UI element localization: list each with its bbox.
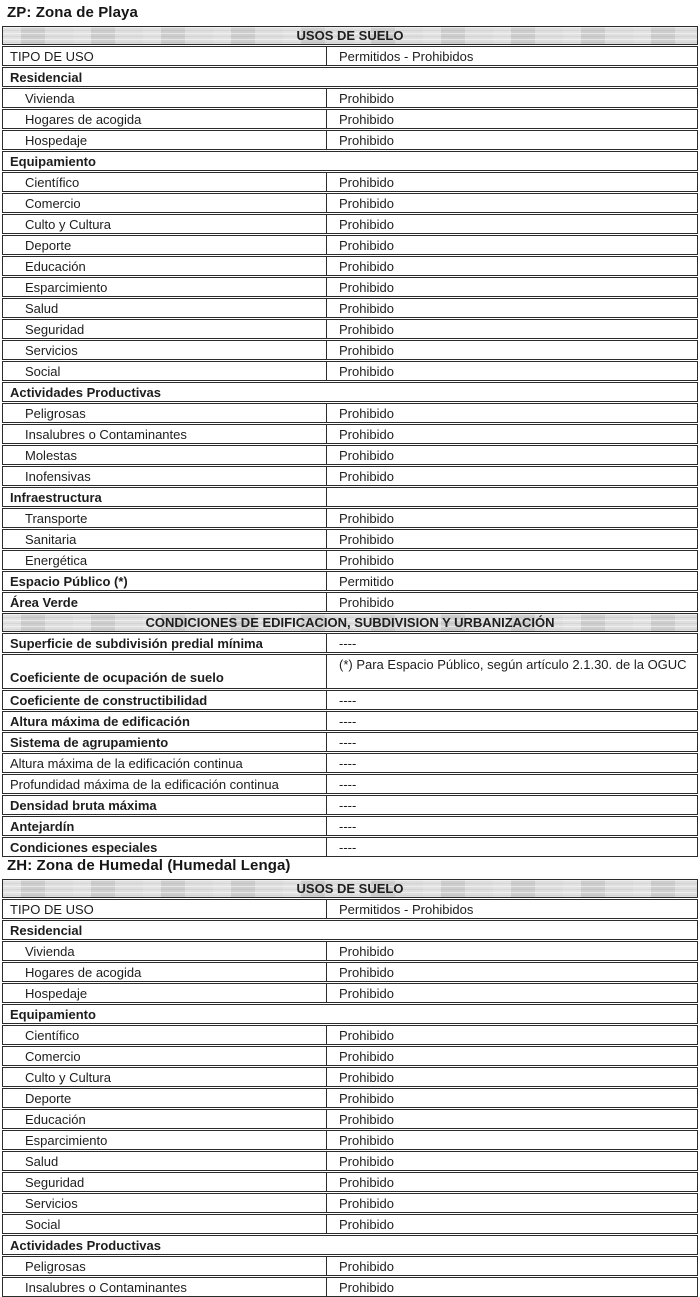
table-section-row [2, 151, 698, 171]
zone-section [2, 858, 698, 1297]
land-use-table [2, 613, 698, 857]
table-row [2, 633, 698, 653]
table-row [2, 550, 698, 570]
row-value: Prohibido [326, 593, 697, 611]
row-label: Social [25, 1217, 61, 1232]
table-header-bar: CONDICIONES DE EDIFICACION, SUBDIVISION Y URBANIZACIÓN [2, 613, 698, 632]
table-row [2, 193, 698, 213]
table-row [2, 795, 698, 815]
table-row [2, 1109, 698, 1129]
row-label: Hogares de acogida [25, 112, 142, 127]
table-row [2, 816, 698, 836]
table-row [2, 298, 698, 318]
row-value: Prohibido [326, 299, 697, 317]
row-value: Prohibido [326, 1068, 697, 1086]
row-label: Altura máxima de edificación [10, 714, 190, 729]
row-label: Seguridad [25, 1175, 85, 1190]
row-value: Prohibido [326, 1110, 697, 1128]
row-value: Prohibido [326, 1173, 697, 1191]
row-label: Vivienda [25, 91, 75, 106]
row-label: Esparcimiento [25, 1133, 108, 1148]
row-label: Insalubres o Contaminantes [25, 427, 187, 442]
row-label: Residencial [10, 923, 83, 938]
row-label: Área Verde [10, 595, 78, 610]
row-label: Comercio [25, 196, 81, 211]
row-value: ---- [326, 634, 697, 652]
table-row [2, 88, 698, 108]
row-label: Hospedaje [25, 133, 88, 148]
table-section-row [2, 1004, 698, 1024]
row-label: TIPO DE USO [10, 902, 94, 917]
row-value: Prohibido [326, 942, 697, 960]
row-value: ---- [326, 838, 697, 856]
row-label: Deporte [25, 238, 72, 253]
row-value: Prohibido [326, 1152, 697, 1170]
row-label: Hospedaje [25, 986, 88, 1001]
table-row [2, 1025, 698, 1045]
row-label: Equipamiento [10, 1007, 96, 1022]
row-value: ---- [326, 733, 697, 751]
row-value: Prohibido [326, 1089, 697, 1107]
table-row [2, 1151, 698, 1171]
table-row [2, 466, 698, 486]
row-value: Prohibido [326, 110, 697, 128]
row-label: Actividades Productivas [10, 1238, 161, 1253]
table-section-row [2, 67, 698, 87]
zone-section [2, 5, 698, 857]
row-value: Prohibido [326, 362, 697, 380]
row-value: ---- [326, 817, 697, 835]
table-row [2, 1172, 698, 1192]
row-value: Prohibido [326, 425, 697, 443]
row-value: ---- [326, 796, 697, 814]
table-header-bar: USOS DE SUELO [2, 26, 698, 45]
table-row [2, 277, 698, 297]
row-value: Prohibido [326, 1047, 697, 1065]
row-label: Energética [25, 553, 88, 568]
table-header-bar: USOS DE SUELO [2, 879, 698, 898]
table-section-row [2, 487, 698, 507]
row-value: Permitido [326, 572, 697, 590]
row-label: Deporte [25, 1091, 72, 1106]
table-row [2, 109, 698, 129]
row-value: Prohibido [326, 446, 697, 464]
row-label: Coeficiente de constructibilidad [10, 693, 208, 708]
row-value: ---- [326, 691, 697, 709]
table-row [2, 508, 698, 528]
row-label: Peligrosas [25, 1259, 86, 1274]
row-value: Prohibido [326, 1131, 697, 1149]
table-row [2, 1256, 698, 1276]
row-label: Profundidad máxima de la edificación continua [10, 777, 279, 792]
row-label: Culto y Cultura [25, 217, 111, 232]
table-row [2, 983, 698, 1003]
table-row [2, 711, 698, 731]
table-row [2, 592, 698, 612]
table-row [2, 690, 698, 710]
row-label: Actividades Productivas [10, 385, 161, 400]
row-label: Antejardín [10, 819, 75, 834]
table-row [2, 214, 698, 234]
row-label: Equipamiento [10, 154, 96, 169]
table-row [2, 529, 698, 549]
zone-title: ZH: Zona de Humedal (Humedal Lenga) [7, 857, 291, 874]
row-value: Prohibido [326, 194, 697, 212]
row-label: Servicios [25, 1196, 78, 1211]
row-value: Prohibido [326, 404, 697, 422]
row-label: Altura máxima de la edificación continua [10, 756, 243, 771]
row-value: Prohibido [326, 984, 697, 1002]
row-label: Educación [25, 1112, 86, 1127]
row-label: Vivienda [25, 944, 75, 959]
row-value: Prohibido [326, 278, 697, 296]
table-section-row [2, 1235, 698, 1255]
table-row [2, 1277, 698, 1297]
table-row [2, 1088, 698, 1108]
table-row [2, 424, 698, 444]
row-value: Permitidos - Prohibidos [326, 900, 697, 918]
land-use-table [2, 879, 698, 1297]
table-row [2, 172, 698, 192]
row-value: Prohibido [326, 530, 697, 548]
table-row [2, 361, 698, 381]
row-value: Prohibido [326, 89, 697, 107]
table-section-row [2, 920, 698, 940]
row-label: Sanitaria [25, 532, 77, 547]
row-value: Permitidos - Prohibidos [326, 47, 697, 65]
row-value: Prohibido [326, 257, 697, 275]
table-row [2, 319, 698, 339]
row-value: Prohibido [326, 341, 697, 359]
row-value: Prohibido [326, 173, 697, 191]
table-row [2, 130, 698, 150]
row-label: Peligrosas [25, 406, 86, 421]
row-label: Salud [25, 301, 59, 316]
row-label: Culto y Cultura [25, 1070, 111, 1085]
row-label: Transporte [25, 511, 88, 526]
table-section-row [2, 382, 698, 402]
table-row [2, 235, 698, 255]
row-value: Prohibido [326, 1278, 697, 1296]
row-value: Prohibido [326, 1215, 697, 1233]
row-label: Comercio [25, 1049, 81, 1064]
table-row [2, 654, 698, 689]
row-value: Prohibido [326, 509, 697, 527]
table-row [2, 445, 698, 465]
row-value: Prohibido [326, 215, 697, 233]
row-label: Servicios [25, 343, 78, 358]
table-row [2, 732, 698, 752]
row-label: Social [25, 364, 61, 379]
table-row [2, 571, 698, 591]
row-value: ---- [326, 754, 697, 772]
row-label: Hogares de acogida [25, 965, 142, 980]
row-label: Científico [25, 1028, 80, 1043]
table-row [2, 962, 698, 982]
row-label: Sistema de agrupamiento [10, 735, 169, 750]
land-use-table [2, 26, 698, 612]
row-label: Esparcimiento [25, 280, 108, 295]
table-row [2, 1193, 698, 1213]
row-value: Prohibido [326, 131, 697, 149]
row-label: Insalubres o Contaminantes [25, 1280, 187, 1295]
row-value: Prohibido [326, 467, 697, 485]
row-label: Científico [25, 175, 80, 190]
row-value: Prohibido [326, 320, 697, 338]
row-label: Superficie de subdivisión predial mínima [10, 636, 263, 651]
row-value: ---- [326, 775, 697, 793]
table-row [2, 899, 698, 919]
row-label: Infraestructura [10, 490, 102, 505]
table-row [2, 1046, 698, 1066]
row-value [326, 488, 697, 506]
table-row [2, 941, 698, 961]
row-value: Prohibido [326, 1194, 697, 1212]
row-label: Residencial [10, 70, 83, 85]
table-row [2, 1214, 698, 1234]
table-row [2, 46, 698, 66]
row-label: Seguridad [25, 322, 85, 337]
row-value: Prohibido [326, 1257, 697, 1275]
row-label: Molestas [25, 448, 78, 463]
table-row [2, 340, 698, 360]
row-label: Educación [25, 259, 86, 274]
row-value: Prohibido [326, 1026, 697, 1044]
row-label: Coeficiente de ocupación de suelo [10, 670, 224, 685]
row-label: Espacio Público (*) [10, 574, 128, 589]
row-label: Condiciones especiales [10, 840, 158, 855]
table-row [2, 1130, 698, 1150]
table-row [2, 403, 698, 423]
table-row [2, 774, 698, 794]
zone-title: ZP: Zona de Playa [7, 4, 138, 21]
row-value: Prohibido [326, 551, 697, 569]
row-value: (*) Para Espacio Público, según artículo 2.1.30. de la OGUC [326, 655, 697, 688]
row-value: Prohibido [326, 963, 697, 981]
table-row [2, 837, 698, 857]
table-row [2, 753, 698, 773]
row-value: ---- [326, 712, 697, 730]
row-label: Densidad bruta máxima [10, 798, 157, 813]
table-row [2, 256, 698, 276]
table-row [2, 1067, 698, 1087]
row-value: Prohibido [326, 236, 697, 254]
row-label: Salud [25, 1154, 59, 1169]
row-label: TIPO DE USO [10, 49, 94, 64]
row-label: Inofensivas [25, 469, 91, 484]
